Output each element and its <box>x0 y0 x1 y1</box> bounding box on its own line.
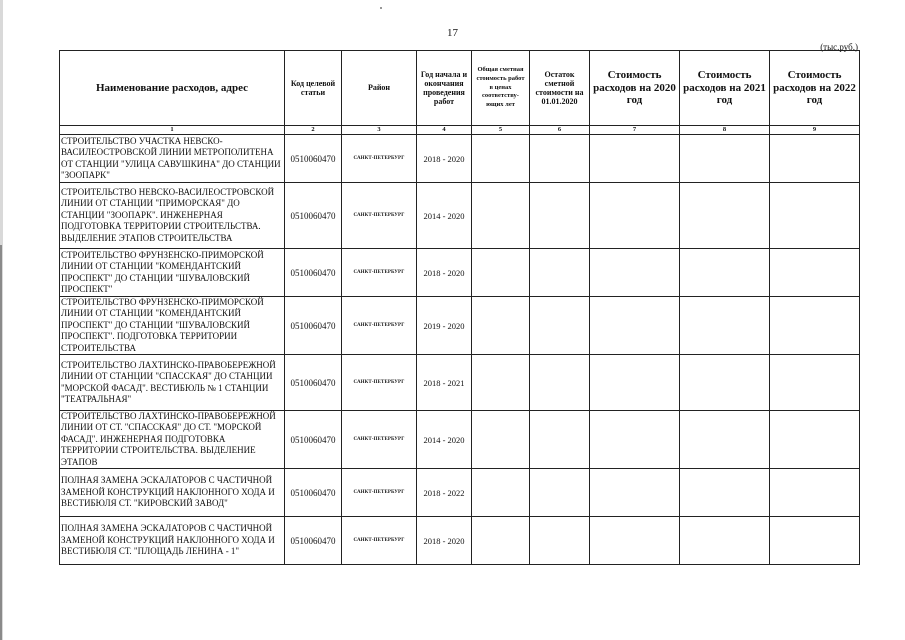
row-total-cost <box>472 517 530 565</box>
row-name: СТРОИТЕЛЬСТВО НЕВСКО-ВАСИЛЕОСТРОВСКОЙ ЛИНИИ ОТ СТАНЦИИ "ПРИМОРСКАЯ" ДО СТАНЦИИ "ЗООПАРК". ИНЖЕНЕРНАЯ ПОДГОТОВКА ТЕРРИТОРИИ СТРОИТЕЛЬСТВА. ВЫДЕЛЕНИЕ ЭТАПОВ СТРОИТЕЛЬСТВА <box>60 183 285 249</box>
row-years: 2014 - 2020 <box>417 411 472 469</box>
row-name: СТРОИТЕЛЬСТВО ФРУНЗЕНСКО-ПРИМОРСКОЙ ЛИНИИ ОТ СТАНЦИИ "КОМЕНДАНТСКИЙ ПРОСПЕКТ" ДО СТАНЦИИ "ШУВАЛОВСКИЙ ПРОСПЕКТ". ПОДГОТОВКА ТЕРРИТОРИИ СТРОИТЕЛЬСТВА <box>60 297 285 355</box>
row-district: САНКТ-ПЕТЕРБУРГ <box>342 183 417 249</box>
row-years: 2018 - 2020 <box>417 249 472 297</box>
row-code: 0510060470 <box>285 135 342 183</box>
row-cost-2021 <box>680 249 770 297</box>
column-number: 1 <box>60 126 285 135</box>
row-years: 2018 - 2020 <box>417 135 472 183</box>
row-cost-2022 <box>770 135 860 183</box>
table-row <box>60 297 860 355</box>
table-row <box>60 517 860 565</box>
row-cost-2021 <box>680 469 770 517</box>
row-code: 0510060470 <box>285 411 342 469</box>
row-cost-2022 <box>770 411 860 469</box>
row-cost-2021 <box>680 135 770 183</box>
row-cost-2022 <box>770 183 860 249</box>
row-remainder <box>530 517 590 565</box>
row-remainder <box>530 297 590 355</box>
row-name: СТРОИТЕЛЬСТВО УЧАСТКА НЕВСКО-ВАСИЛЕОСТРОВСКОЙ ЛИНИИ МЕТРОПОЛИТЕНА ОТ СТАНЦИИ "УЛИЦА САВУШКИНА" ДО СТАНЦИИ "ЗООПАРК" <box>60 135 285 183</box>
row-years: 2019 - 2020 <box>417 297 472 355</box>
row-remainder <box>530 135 590 183</box>
row-cost-2022 <box>770 517 860 565</box>
row-total-cost <box>472 135 530 183</box>
row-cost-2022 <box>770 469 860 517</box>
header-total-cost: Общая сметная стоимость работ в ценах соответству-ющих лет <box>472 51 530 126</box>
expenses-table <box>59 50 860 565</box>
row-remainder <box>530 469 590 517</box>
column-number: 5 <box>472 126 530 135</box>
row-district: САНКТ-ПЕТЕРБУРГ <box>342 411 417 469</box>
column-number: 4 <box>417 126 472 135</box>
row-code: 0510060470 <box>285 297 342 355</box>
table-row <box>60 411 860 469</box>
table-row <box>60 183 860 249</box>
row-district: САНКТ-ПЕТЕРБУРГ <box>342 517 417 565</box>
table-row <box>60 469 860 517</box>
row-years: 2018 - 2021 <box>417 355 472 411</box>
row-cost-2020 <box>590 183 680 249</box>
header-remainder: Остаток сметной стоимости на 01.01.2020 <box>530 51 590 126</box>
row-years: 2018 - 2020 <box>417 517 472 565</box>
row-district: САНКТ-ПЕТЕРБУРГ <box>342 135 417 183</box>
row-cost-2021 <box>680 183 770 249</box>
row-code: 0510060470 <box>285 183 342 249</box>
row-cost-2020 <box>590 297 680 355</box>
row-total-cost <box>472 411 530 469</box>
column-number: 7 <box>590 126 680 135</box>
row-total-cost <box>472 249 530 297</box>
row-name: СТРОИТЕЛЬСТВО ЛАХТИНСКО-ПРАВОБЕРЕЖНОЙ ЛИНИИ ОТ СТ. "СПАССКАЯ" ДО СТ. "МОРСКОЙ ФАСАД". ИНЖЕНЕРНАЯ ПОДГОТОВКА ТЕРРИТОРИИ СТРОИТЕЛЬСТВА. ВЫДЕЛЕНИЕ ЭТАПОВ <box>60 411 285 469</box>
header-district: Район <box>342 51 417 126</box>
row-remainder <box>530 355 590 411</box>
scan-speck <box>380 7 382 9</box>
row-cost-2021 <box>680 411 770 469</box>
row-name: СТРОИТЕЛЬСТВО ЛАХТИНСКО-ПРАВОБЕРЕЖНОЙ ЛИНИИ ОТ СТАНЦИИ "СПАССКАЯ" ДО СТАНЦИИ "МОРСКОЙ ФАСАД". ВЕСТИБЮЛЬ № 1 СТАНЦИИ "ТЕАТРАЛЬНАЯ" <box>60 355 285 411</box>
row-cost-2020 <box>590 411 680 469</box>
row-code: 0510060470 <box>285 355 342 411</box>
header-code: Код целевой статьи <box>285 51 342 126</box>
column-number: 6 <box>530 126 590 135</box>
row-cost-2020 <box>590 355 680 411</box>
row-total-cost <box>472 183 530 249</box>
column-number: 9 <box>770 126 860 135</box>
header-cost-2020: Стоимость расходов на 2020 год <box>590 51 680 126</box>
row-total-cost <box>472 297 530 355</box>
page-number: 17 <box>447 27 458 39</box>
scan-edge-shadow <box>0 245 2 640</box>
row-name: ПОЛНАЯ ЗАМЕНА ЭСКАЛАТОРОВ С ЧАСТИЧНОЙ ЗАМЕНОЙ КОНСТРУКЦИЙ НАКЛОННОГО ХОДА И ВЕСТИБЮЛЯ СТ. "КИРОВСКИЙ ЗАВОД" <box>60 469 285 517</box>
row-code: 0510060470 <box>285 469 342 517</box>
row-district: САНКТ-ПЕТЕРБУРГ <box>342 469 417 517</box>
table-row <box>60 355 860 411</box>
column-number: 8 <box>680 126 770 135</box>
header-cost-2022: Стоимость расходов на 2022 год <box>770 51 860 126</box>
row-cost-2020 <box>590 517 680 565</box>
row-cost-2020 <box>590 469 680 517</box>
row-code: 0510060470 <box>285 517 342 565</box>
row-total-cost <box>472 355 530 411</box>
row-name: СТРОИТЕЛЬСТВО ФРУНЗЕНСКО-ПРИМОРСКОЙ ЛИНИИ ОТ СТАНЦИИ "КОМЕНДАНТСКИЙ ПРОСПЕКТ" ДО СТАНЦИИ "ШУВАЛОВСКИЙ ПРОСПЕКТ" <box>60 249 285 297</box>
row-cost-2021 <box>680 517 770 565</box>
row-cost-2020 <box>590 249 680 297</box>
column-number-row <box>60 126 860 135</box>
table-row <box>60 249 860 297</box>
column-number: 2 <box>285 126 342 135</box>
units-label: (тыс.руб.) <box>820 42 858 52</box>
row-remainder <box>530 411 590 469</box>
table-row <box>60 135 860 183</box>
row-cost-2022 <box>770 355 860 411</box>
header-name: Наименование расходов, адрес <box>60 51 285 126</box>
row-total-cost <box>472 469 530 517</box>
column-number: 3 <box>342 126 417 135</box>
row-years: 2018 - 2022 <box>417 469 472 517</box>
row-remainder <box>530 249 590 297</box>
row-remainder <box>530 183 590 249</box>
row-years: 2014 - 2020 <box>417 183 472 249</box>
header-cost-2021: Стоимость расходов на 2021 год <box>680 51 770 126</box>
row-district: САНКТ-ПЕТЕРБУРГ <box>342 355 417 411</box>
row-district: САНКТ-ПЕТЕРБУРГ <box>342 249 417 297</box>
row-code: 0510060470 <box>285 249 342 297</box>
row-cost-2022 <box>770 297 860 355</box>
row-district: САНКТ-ПЕТЕРБУРГ <box>342 297 417 355</box>
row-cost-2020 <box>590 135 680 183</box>
row-name: ПОЛНАЯ ЗАМЕНА ЭСКАЛАТОРОВ С ЧАСТИЧНОЙ ЗАМЕНОЙ КОНСТРУКЦИЙ НАКЛОННОГО ХОДА И ВЕСТИБЮЛЯ СТ. "ПЛОЩАДЬ ЛЕНИНА - 1" <box>60 517 285 565</box>
header-years: Год начала и окончания проведения работ <box>417 51 472 126</box>
row-cost-2022 <box>770 249 860 297</box>
header-row <box>60 51 860 126</box>
row-cost-2021 <box>680 355 770 411</box>
row-cost-2021 <box>680 297 770 355</box>
